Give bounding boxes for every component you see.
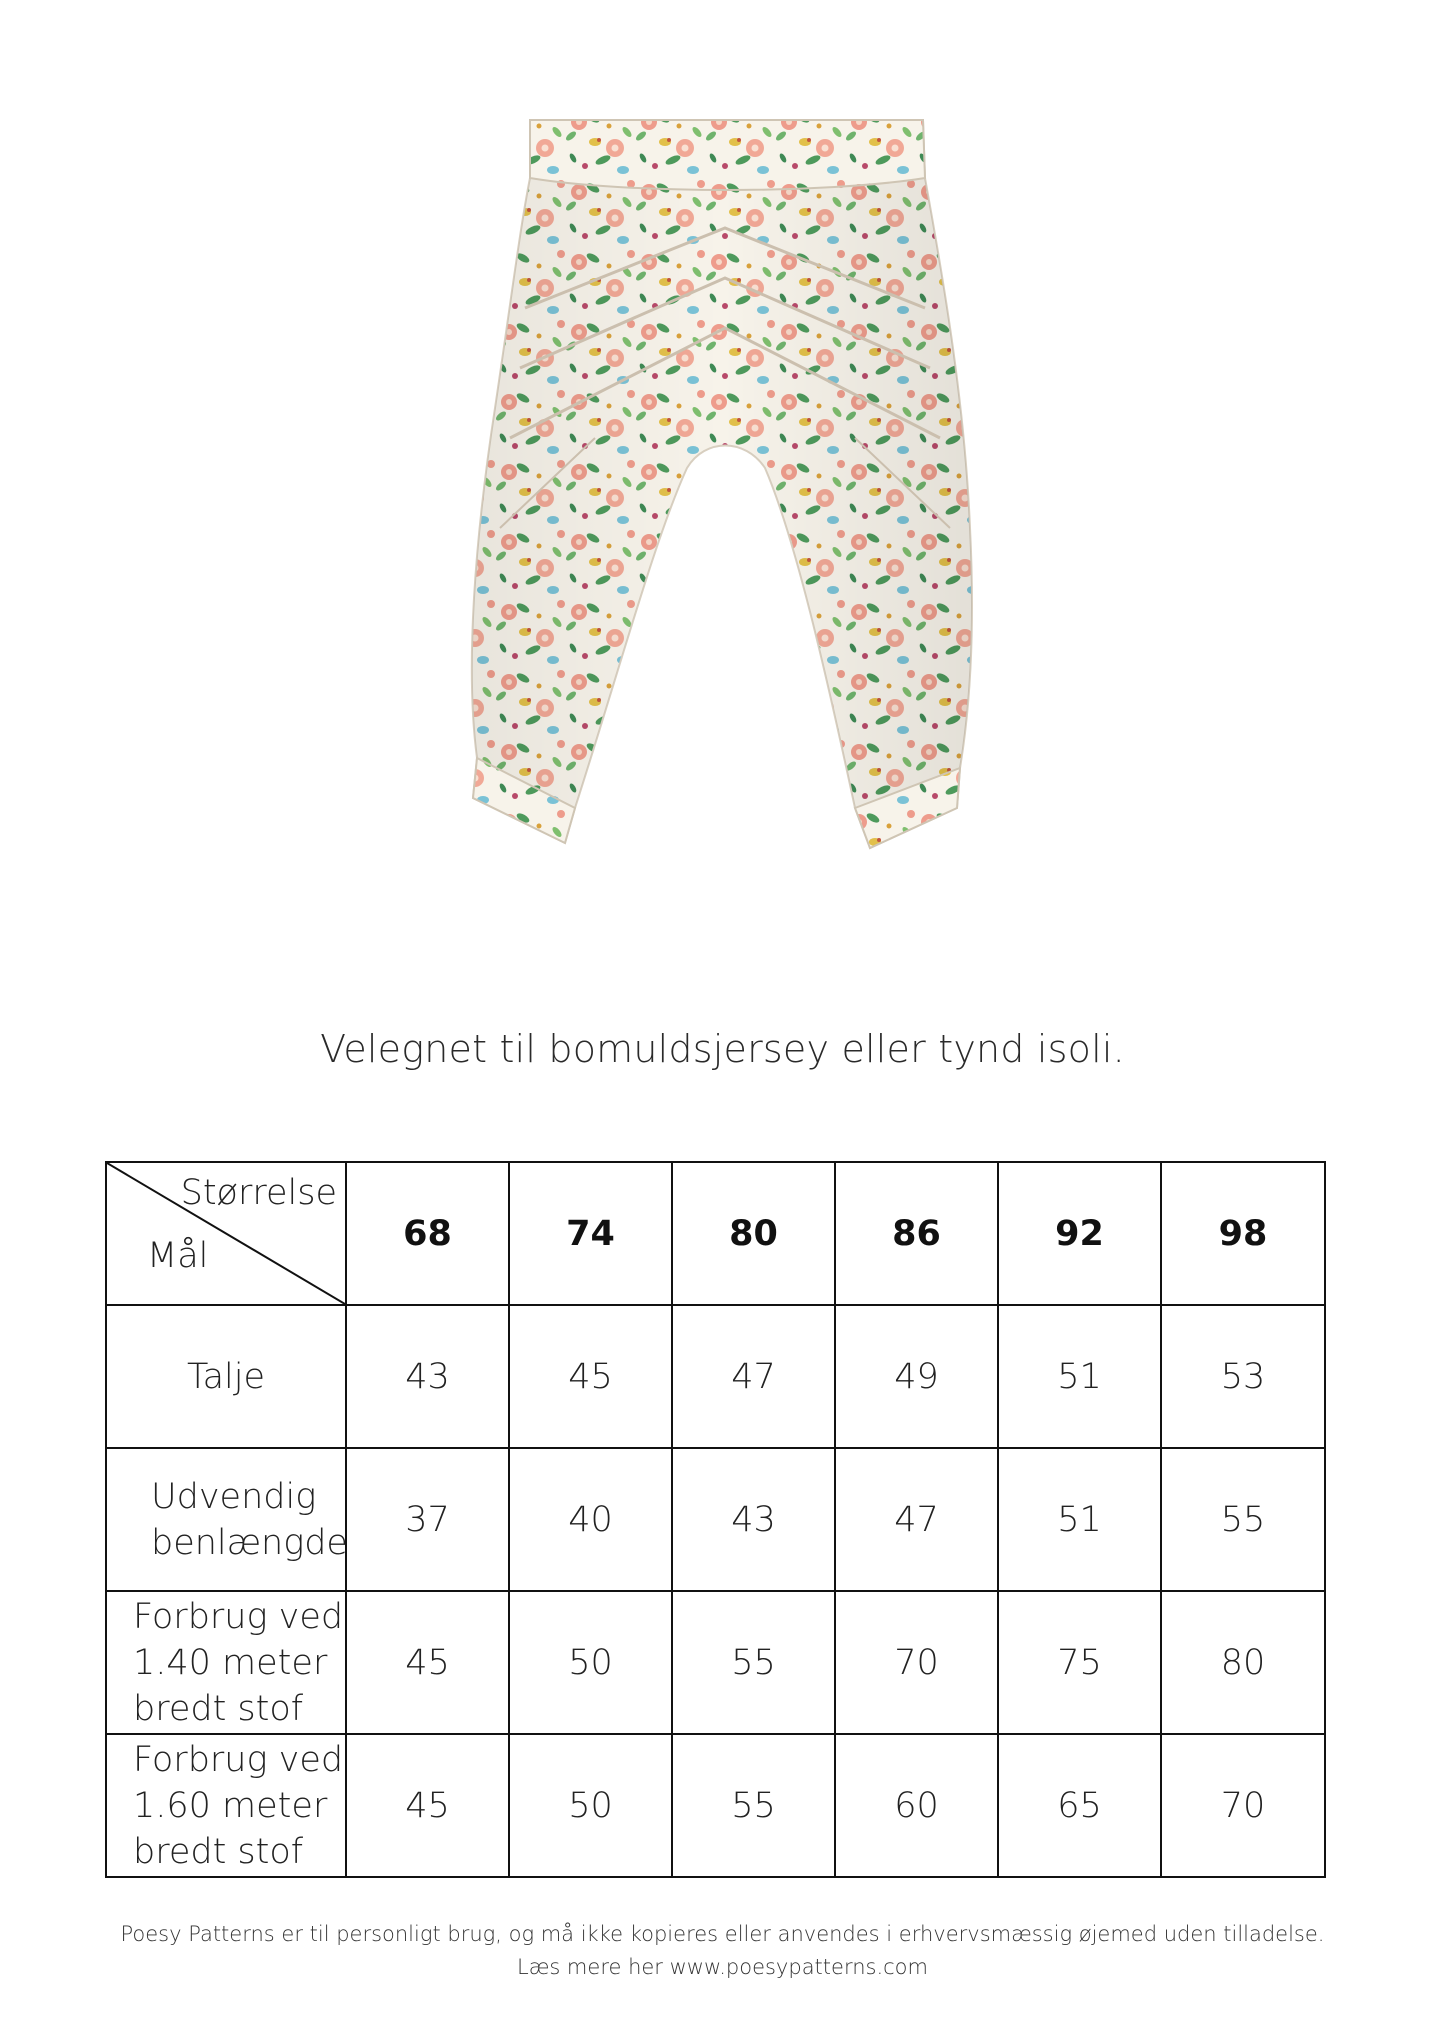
table-cell: 47 bbox=[835, 1448, 998, 1591]
table-cell: 70 bbox=[835, 1591, 998, 1734]
table-cell: 47 bbox=[672, 1305, 835, 1448]
row-label-waist: Talje bbox=[106, 1305, 346, 1448]
table-cell: 60 bbox=[835, 1734, 998, 1877]
table-cell: 49 bbox=[835, 1305, 998, 1448]
table-cell: 51 bbox=[998, 1305, 1161, 1448]
table-row-waist bbox=[106, 1305, 1325, 1448]
size-header-74: 74 bbox=[509, 1162, 672, 1305]
table-cell: 43 bbox=[672, 1448, 835, 1591]
table-row-outer-leg-length bbox=[106, 1448, 1325, 1591]
table-cell: 50 bbox=[509, 1734, 672, 1877]
size-header-row bbox=[106, 1162, 1325, 1305]
table-cell: 50 bbox=[509, 1591, 672, 1734]
corner-header-cell bbox=[106, 1162, 346, 1305]
row-label-outer-leg-length: Udvendig benlængde bbox=[106, 1448, 346, 1591]
size-header-80: 80 bbox=[672, 1162, 835, 1305]
table-cell: 80 bbox=[1161, 1591, 1325, 1734]
measure-axis-label: Mål bbox=[147, 1236, 209, 1276]
size-header-68: 68 bbox=[346, 1162, 509, 1305]
table-cell: 43 bbox=[346, 1305, 509, 1448]
table-row-fabric-160 bbox=[106, 1734, 1325, 1877]
table-cell: 45 bbox=[346, 1591, 509, 1734]
table-cell: 75 bbox=[998, 1591, 1161, 1734]
table-cell: 55 bbox=[672, 1734, 835, 1877]
size-chart-table bbox=[105, 1161, 1326, 1878]
row-label-fabric-160: Forbrug ved 1.60 meter bredt stof bbox=[106, 1734, 346, 1877]
table-cell: 51 bbox=[998, 1448, 1161, 1591]
size-header-86: 86 bbox=[835, 1162, 998, 1305]
table-cell: 55 bbox=[1161, 1448, 1325, 1591]
size-axis-label: Størrelse bbox=[180, 1173, 337, 1213]
pants-product-image bbox=[425, 108, 1025, 888]
row-label-fabric-140: Forbrug ved 1.40 meter bredt stof bbox=[106, 1591, 346, 1734]
size-header-92: 92 bbox=[998, 1162, 1161, 1305]
table-cell: 70 bbox=[1161, 1734, 1325, 1877]
table-cell: 45 bbox=[509, 1305, 672, 1448]
fabric-recommendation-text: Velegnet til bomuldsjersey eller tynd isoli. bbox=[320, 1027, 1125, 1071]
table-cell: 65 bbox=[998, 1734, 1161, 1877]
table-cell: 37 bbox=[346, 1448, 509, 1591]
table-cell: 40 bbox=[509, 1448, 672, 1591]
table-cell: 55 bbox=[672, 1591, 835, 1734]
table-row-fabric-140 bbox=[106, 1591, 1325, 1734]
copyright-notice: Poesy Patterns er til personligt brug, og må ikke kopieres eller anvendes i erhvervsmæssig øjemed uden tilladelse. bbox=[120, 1922, 1325, 1946]
table-cell: 53 bbox=[1161, 1305, 1325, 1448]
website-link-text: Læs mere her www.poesypatterns.com bbox=[517, 1955, 928, 1979]
size-header-98: 98 bbox=[1161, 1162, 1325, 1305]
table-cell: 45 bbox=[346, 1734, 509, 1877]
